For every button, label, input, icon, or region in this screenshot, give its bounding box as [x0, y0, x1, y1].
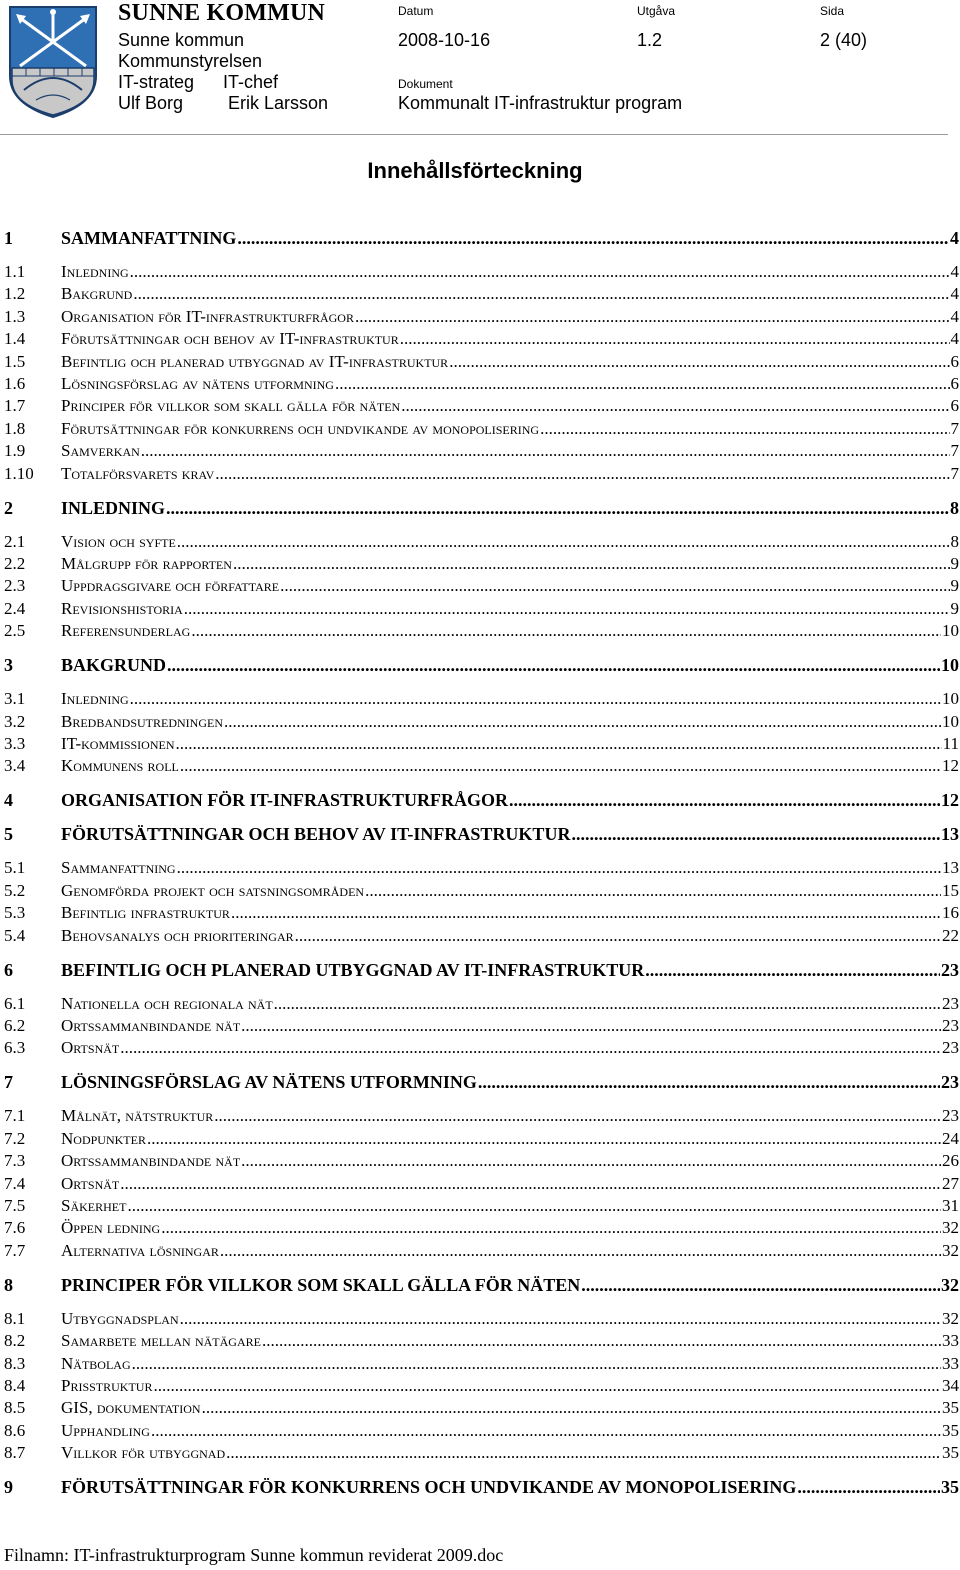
toc-entry-page: 35: [942, 1398, 959, 1417]
toc-dot-leader: [133, 284, 949, 304]
toc-dot-leader: [233, 554, 950, 574]
toc-dot-leader: [120, 1174, 941, 1194]
toc-dot-leader: [215, 464, 949, 484]
toc-entry-page: 10: [942, 621, 959, 640]
toc-chapter-entry[interactable]: [4, 788, 959, 810]
toc-section-entry[interactable]: [4, 305, 959, 327]
toc-entry-title: PRINCIPER FÖR VILLKOR SOM SKALL GÄLLA FÖR NÄTEN: [61, 1275, 581, 1295]
toc-dot-leader: [180, 1309, 941, 1329]
org-name: Sunne kommun: [118, 30, 245, 50]
toc-entry-title: Upphandling: [61, 1421, 150, 1440]
date-value: 2008-10-16: [398, 30, 491, 50]
toc-entry-number: 5.3: [4, 903, 26, 922]
toc-entry-number: 7.2: [4, 1129, 26, 1148]
toc-entry-page: 35: [942, 1421, 959, 1440]
toc-entry-number: 1.5: [4, 352, 26, 371]
toc-entry-page: 32: [942, 1309, 959, 1328]
toc-entry-number: 8.3: [4, 1354, 26, 1373]
toc-entry-title: Revisionshistoria: [61, 599, 183, 618]
toc-dot-leader: [295, 926, 941, 946]
toc-section-entry[interactable]: [4, 1127, 959, 1149]
toc-entry-title: Målgrupp för rapporten: [61, 554, 232, 573]
toc-entry-page: 8: [950, 498, 959, 518]
toc-entry-title: Totalförsvarets krav: [61, 464, 215, 483]
toc-entry-title: Förutsättningar och behov av IT-infrastruktur: [61, 329, 399, 348]
toc-entry-number: 2.3: [4, 576, 26, 595]
toc-entry-title: Befintlig och planerad utbyggnad av IT-infrastruktur: [61, 352, 449, 371]
person-2: Erik Larsson: [228, 93, 329, 113]
toc-entry-number: 2.5: [4, 621, 26, 640]
toc-entry-title: Säkerhet: [61, 1196, 127, 1215]
toc-entry-number: 1.4: [4, 329, 26, 348]
board-name: Kommunstyrelsen: [118, 51, 263, 71]
page-value: 2 (40): [820, 30, 868, 50]
toc-entry-number: 5.2: [4, 881, 26, 900]
toc-entry-page: 6: [950, 352, 959, 371]
toc-entry-number: 7: [4, 1072, 13, 1092]
toc-entry-page: 4: [950, 262, 959, 281]
toc-entry-page: 7: [950, 464, 959, 483]
toc-entry-page: 4: [950, 228, 959, 248]
toc-entry-title: Behovsanalys och prioriteringar: [61, 926, 294, 945]
toc-entry-page: 24: [942, 1129, 959, 1148]
toc-section-entry[interactable]: [4, 327, 959, 349]
toc-entry-page: 6: [950, 396, 959, 415]
toc-dot-leader: [226, 1443, 941, 1463]
coat-of-arms-logo: [6, 4, 100, 120]
toc-entry-title: Förutsättningar för konkurrens och undvikande av monopolisering: [61, 419, 540, 438]
toc-section-entry[interactable]: [4, 619, 959, 641]
date-label: Datum: [398, 4, 434, 18]
toc-entry-page: 31: [942, 1196, 959, 1215]
toc-entry-page: 13: [941, 824, 959, 844]
toc-entry-number: 6.3: [4, 1038, 26, 1057]
toc-section-entry[interactable]: [4, 1352, 959, 1374]
toc-dot-leader: [130, 262, 950, 282]
toc-entry-title: LÖSNINGSFÖRSLAG AV NÄTENS UTFORMNING: [61, 1072, 477, 1092]
toc-entry-number: 8: [4, 1275, 13, 1295]
toc-entry-page: 9: [950, 554, 959, 573]
toc-section-entry[interactable]: [4, 350, 959, 372]
toc-entry-page: 33: [942, 1354, 959, 1373]
toc-entry-page: 10: [942, 689, 959, 708]
toc-entry-title: BEFINTLIG OCH PLANERAD UTBYGGNAD AV IT-INFRASTRUKTUR: [61, 960, 645, 980]
toc-entry-number: 5: [4, 824, 13, 844]
toc-dot-leader: [191, 621, 941, 641]
toc-entry-page: 8: [950, 532, 959, 551]
toc-entry-page: 35: [942, 1443, 959, 1462]
toc-entry-page: 23: [942, 1016, 959, 1035]
toc-section-entry[interactable]: [4, 1239, 959, 1261]
toc-dot-leader: [400, 329, 950, 349]
toc-entry-page: 23: [941, 1072, 959, 1092]
toc-entry-number: 4: [4, 790, 13, 810]
toc-entry-title: IT-kommissionen: [61, 734, 175, 753]
toc-entry-title: SAMMANFATTNING: [61, 228, 237, 248]
toc-entry-number: 1.1: [4, 262, 26, 281]
person-1: Ulf Borg: [118, 93, 184, 113]
toc-entry-number: 8.5: [4, 1398, 26, 1417]
toc-entry-page: 4: [950, 329, 959, 348]
toc-entry-number: 3.1: [4, 689, 26, 708]
toc-entry-number: 1.8: [4, 419, 26, 438]
toc-section-entry[interactable]: [4, 879, 959, 901]
toc-section-entry[interactable]: [4, 901, 959, 923]
toc-entry-number: 1: [4, 228, 13, 248]
toc-entry-title: Referensunderlag: [61, 621, 191, 640]
toc-section-entry[interactable]: [4, 1307, 959, 1329]
toc-entry-number: 2.2: [4, 554, 26, 573]
toc-section-entry[interactable]: [4, 530, 959, 552]
toc-entry-title: Nodpunkter: [61, 1129, 146, 1148]
toc-entry-number: 1.10: [4, 464, 34, 483]
toc-section-entry[interactable]: [4, 372, 959, 394]
toc-entry-page: 16: [942, 903, 959, 922]
toc-entry-number: 1.3: [4, 307, 26, 326]
toc-dot-leader: [280, 576, 949, 596]
toc-dot-leader: [202, 1398, 941, 1418]
toc-dot-leader: [449, 352, 949, 372]
toc-entry-page: 9: [950, 599, 959, 618]
toc-entry-page: 22: [942, 926, 959, 945]
toc-entry-title: Befintlig infrastruktur: [61, 903, 230, 922]
edition-value: 1.2: [637, 30, 663, 50]
toc-section-entry[interactable]: [4, 1194, 959, 1216]
toc-entry-number: 7.1: [4, 1106, 26, 1125]
toc-dot-leader: [180, 756, 941, 776]
toc-entry-number: 1.2: [4, 284, 26, 303]
toc-section-entry[interactable]: [4, 732, 959, 754]
toc-section-entry[interactable]: [4, 687, 959, 709]
toc-entry-title: Inledning: [61, 689, 129, 708]
toc-dot-leader: [581, 1275, 940, 1295]
toc-chapter-entry[interactable]: [4, 1273, 959, 1295]
toc-entry-page: 23: [942, 1106, 959, 1125]
toc-entry-title: Sammanfattning: [61, 858, 176, 877]
toc-entry-number: 9: [4, 1477, 13, 1497]
toc-entry-title: Ortsnät: [61, 1038, 120, 1057]
toc-chapter-entry[interactable]: [4, 653, 959, 675]
toc-entry-page: 23: [942, 994, 959, 1013]
toc-dot-leader: [797, 1477, 940, 1497]
toc-entry-page: 23: [942, 1038, 959, 1057]
toc-section-entry[interactable]: [4, 394, 959, 416]
toc-entry-page: 32: [941, 1275, 959, 1295]
toc-section-entry[interactable]: [4, 1374, 959, 1396]
toc-entry-number: 7.3: [4, 1151, 26, 1170]
toc-entry-page: 7: [950, 441, 959, 460]
toc-dot-leader: [177, 858, 941, 878]
toc-entry-number: 5.4: [4, 926, 26, 945]
toc-dot-leader: [241, 1016, 941, 1036]
toc-entry-number: 2: [4, 498, 13, 518]
toc-entry-page: 11: [942, 734, 959, 753]
toc-entry-title: Villkor för utbyggnad: [61, 1443, 226, 1462]
toc-entry-title: Bredbandsutredningen: [61, 712, 224, 731]
toc-dot-leader: [365, 881, 941, 901]
toc-entry-page: 27: [942, 1174, 959, 1193]
toc-entry-number: 2.4: [4, 599, 26, 618]
toc-section-entry[interactable]: [4, 1329, 959, 1351]
toc-entry-number: 7.4: [4, 1174, 26, 1193]
toc-section-entry[interactable]: [4, 439, 959, 461]
toc-entry-page: 4: [950, 307, 959, 326]
toc-entry-title: Nätbolag: [61, 1354, 131, 1373]
toc-dot-leader: [478, 1072, 940, 1092]
toc-entry-page: 33: [942, 1331, 959, 1350]
toc-dot-leader: [237, 228, 949, 248]
toc-entry-title: FÖRUTSÄTTNINGAR OCH BEHOV AV IT-INFRASTRUKTUR: [61, 824, 571, 844]
toc-dot-leader: [231, 903, 941, 923]
toc-entry-page: 26: [942, 1151, 959, 1170]
toc-entry-title: Ortssammanbindande nät: [61, 1016, 241, 1035]
toc-entry-title: Samverkan: [61, 441, 140, 460]
toc-entry-title: Kommunens roll: [61, 756, 179, 775]
toc-entry-page: 32: [942, 1218, 959, 1237]
toc-dot-leader: [401, 396, 949, 416]
toc-entry-title: Ortssammanbindande nät: [61, 1151, 241, 1170]
toc-dot-leader: [274, 994, 941, 1014]
toc-entry-number: 2.1: [4, 532, 26, 551]
toc-entry-page: 10: [942, 712, 959, 731]
toc-section-entry[interactable]: [4, 1419, 959, 1441]
toc-entry-number: 6: [4, 960, 13, 980]
toc-entry-page: 34: [942, 1376, 959, 1395]
toc-entry-number: 6.1: [4, 994, 26, 1013]
toc-dot-leader: [645, 960, 940, 980]
toc-entry-page: 32: [942, 1241, 959, 1260]
toc-chapter-entry[interactable]: [4, 496, 959, 518]
toc-dot-leader: [120, 1038, 941, 1058]
toc-chapter-entry[interactable]: [4, 958, 959, 980]
toc-entry-title: Genomförda projekt och satsningsområden: [61, 881, 365, 900]
toc-section-entry[interactable]: [4, 754, 959, 776]
toc-dot-leader: [214, 1106, 941, 1126]
toc-section-entry[interactable]: [4, 597, 959, 619]
toc-dot-leader: [540, 419, 949, 439]
role-2: IT-chef: [223, 72, 279, 92]
toc-section-entry[interactable]: [4, 574, 959, 596]
toc-section-entry[interactable]: [4, 1036, 959, 1058]
toc-dot-leader: [241, 1151, 941, 1171]
toc-entry-title: Bakgrund: [61, 284, 133, 303]
toc-entry-title: Samarbete mellan nätägare: [61, 1331, 261, 1350]
toc-entry-number: 1.6: [4, 374, 26, 393]
toc-dot-leader: [130, 689, 941, 709]
page-label: Sida: [820, 4, 845, 18]
toc-dot-leader: [220, 1241, 941, 1261]
toc-dot-leader: [177, 532, 950, 552]
toc-dot-leader: [355, 307, 950, 327]
toc-entry-page: 10: [941, 655, 959, 675]
toc-chapter-entry[interactable]: [4, 1070, 959, 1092]
toc-dot-leader: [161, 1218, 941, 1238]
toc-entry-title: FÖRUTSÄTTNINGAR FÖR KONKURRENS OCH UNDVIKANDE AV MONOPOLISERING: [61, 1477, 797, 1497]
toc-section-entry[interactable]: [4, 260, 959, 282]
toc-entry-page: 23: [941, 960, 959, 980]
toc-section-entry[interactable]: [4, 1441, 959, 1463]
toc-section-entry[interactable]: [4, 1216, 959, 1238]
toc-section-entry[interactable]: [4, 1172, 959, 1194]
toc-entry-page: 6: [950, 374, 959, 393]
toc-entry-page: 13: [942, 858, 959, 877]
toc-dot-leader: [167, 655, 940, 675]
toc-entry-title: Ortsnät: [61, 1174, 120, 1193]
toc-dot-leader: [127, 1196, 941, 1216]
toc-entry-title: INLEDNING: [61, 498, 166, 518]
toc-entry-page: 7: [950, 419, 959, 438]
document-value: Kommunalt IT-infrastruktur program: [398, 93, 683, 113]
toc-dot-leader: [335, 374, 950, 394]
toc-entry-title: BAKGRUND: [61, 655, 167, 675]
footer-filename: Filnamn: IT-infrastrukturprogram Sunne kommun reviderat 2009.doc: [4, 1545, 504, 1565]
toc-entry-title: Öppen ledning: [61, 1218, 161, 1237]
toc-entry-title: Inledning: [61, 262, 129, 281]
role-1: IT-strateg: [118, 72, 195, 92]
toc-entry-number: 1.9: [4, 441, 26, 460]
toc-dot-leader: [151, 1421, 941, 1441]
toc-section-entry[interactable]: [4, 417, 959, 439]
toc-entry-number: 7.6: [4, 1218, 26, 1237]
toc-entry-number: 7.7: [4, 1241, 26, 1260]
toc-entry-number: 8.7: [4, 1443, 26, 1462]
toc-entry-page: 9: [950, 576, 959, 595]
toc-entry-title: Principer för villkor som skall gälla för näten: [61, 396, 401, 415]
toc-section-entry[interactable]: [4, 282, 959, 304]
toc-entry-title: Utbyggnadsplan: [61, 1309, 179, 1328]
toc-entry-title: Prisstruktur: [61, 1376, 153, 1395]
toc-section-entry[interactable]: [4, 924, 959, 946]
toc-dot-leader: [571, 824, 940, 844]
header-divider: [0, 134, 948, 135]
toc-entry-number: 8.4: [4, 1376, 26, 1395]
toc-section-entry[interactable]: [4, 856, 959, 878]
toc-entry-number: 8.2: [4, 1331, 26, 1350]
toc-entry-title: ORGANISATION FÖR IT-INFRASTRUKTURFRÅGOR: [61, 790, 509, 810]
toc-entry-title: Alternativa lösningar: [61, 1241, 219, 1260]
toc-section-entry[interactable]: [4, 1104, 959, 1126]
toc-entry-page: 12: [941, 790, 959, 810]
toc-entry-title: Uppdragsgivare och författare: [61, 576, 280, 595]
toc-entry-page: 15: [942, 881, 959, 900]
toc-entry-title: Målnät, nätstruktur: [61, 1106, 214, 1125]
toc-section-entry[interactable]: [4, 1014, 959, 1036]
toc-entry-number: 6.2: [4, 1016, 26, 1035]
toc-dot-leader: [153, 1376, 941, 1396]
toc-dot-leader: [224, 712, 941, 732]
toc-dot-leader: [132, 1354, 941, 1374]
toc-entry-page: 4: [950, 284, 959, 303]
toc-dot-leader: [166, 498, 949, 518]
toc-entry-title: GIS, dokumentation: [61, 1398, 201, 1417]
toc-entry-title: Vision och syfte: [61, 532, 176, 551]
toc-section-entry[interactable]: [4, 992, 959, 1014]
toc-entry-title: Lösningsförslag av nätens utformning: [61, 374, 334, 393]
toc-dot-leader: [509, 790, 940, 810]
toc-chapter-entry[interactable]: [4, 822, 959, 844]
toc-entry-number: 8.1: [4, 1309, 26, 1328]
toc-dot-leader: [184, 599, 950, 619]
toc-entry-number: 7.5: [4, 1196, 26, 1215]
toc-entry-number: 3.2: [4, 712, 26, 731]
toc-section-entry[interactable]: [4, 1396, 959, 1418]
toc-entry-number: 5.1: [4, 858, 26, 877]
toc-dot-leader: [262, 1331, 941, 1351]
toc-section-entry[interactable]: [4, 552, 959, 574]
toc-section-entry[interactable]: [4, 462, 959, 484]
edition-label: Utgåva: [637, 4, 676, 18]
toc-dot-leader: [176, 734, 942, 754]
toc-chapter-entry[interactable]: [4, 226, 959, 248]
toc-entry-number: 3.3: [4, 734, 26, 753]
toc-section-entry[interactable]: [4, 710, 959, 732]
toc-dot-leader: [147, 1129, 941, 1149]
toc-entry-title: Organisation för IT-infrastrukturfrågor: [61, 307, 354, 326]
toc-entry-number: 8.6: [4, 1421, 26, 1440]
toc-entry-number: 3: [4, 655, 13, 675]
toc-entry-number: 3.4: [4, 756, 26, 775]
toc-entry-page: 35: [941, 1477, 959, 1497]
toc-dot-leader: [141, 441, 950, 461]
toc-entry-title: Nationella och regionala nät: [61, 994, 273, 1013]
toc-chapter-entry[interactable]: [4, 1475, 959, 1497]
toc-title: Innehållsförteckning: [367, 158, 583, 183]
toc-section-entry[interactable]: [4, 1149, 959, 1171]
toc-entry-page: 12: [942, 756, 959, 775]
org-title: SUNNE KOMMUN: [118, 0, 326, 26]
toc-entry-number: 1.7: [4, 396, 26, 415]
document-label: Dokument: [398, 77, 453, 91]
